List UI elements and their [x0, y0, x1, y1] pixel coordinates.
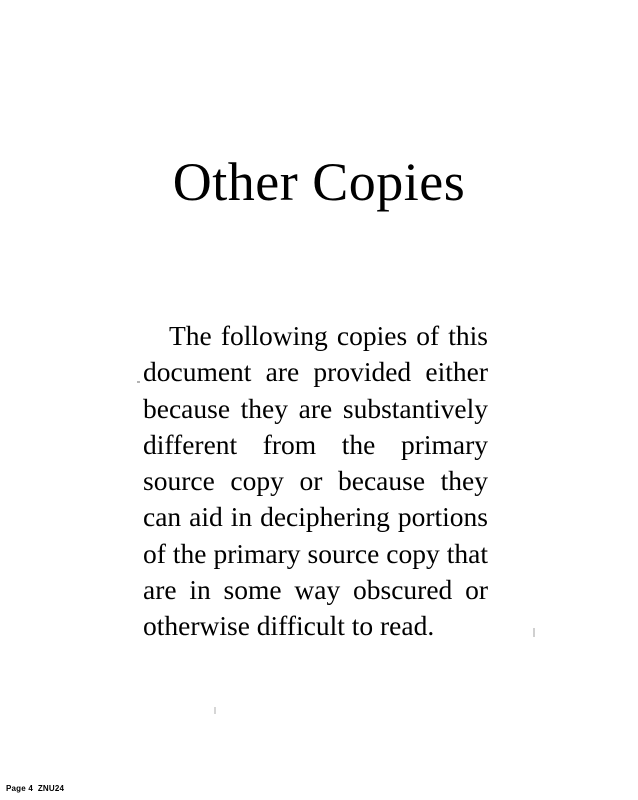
scan-speck-icon	[533, 628, 535, 637]
page-title: Other Copies	[172, 152, 466, 213]
scan-speck-icon	[137, 381, 140, 383]
body-text-block	[143, 318, 488, 645]
body-paragraph: The following copies of this document are provided either because they are substantively different from the primary source copy or because they can aid in deciphering portions of the primary source copy that are in some way obscured or otherwise difficult to read.	[143, 320, 488, 642]
scan-speck-icon	[214, 707, 216, 714]
page-footer-label: Page 4 ZNU24	[6, 784, 65, 793]
